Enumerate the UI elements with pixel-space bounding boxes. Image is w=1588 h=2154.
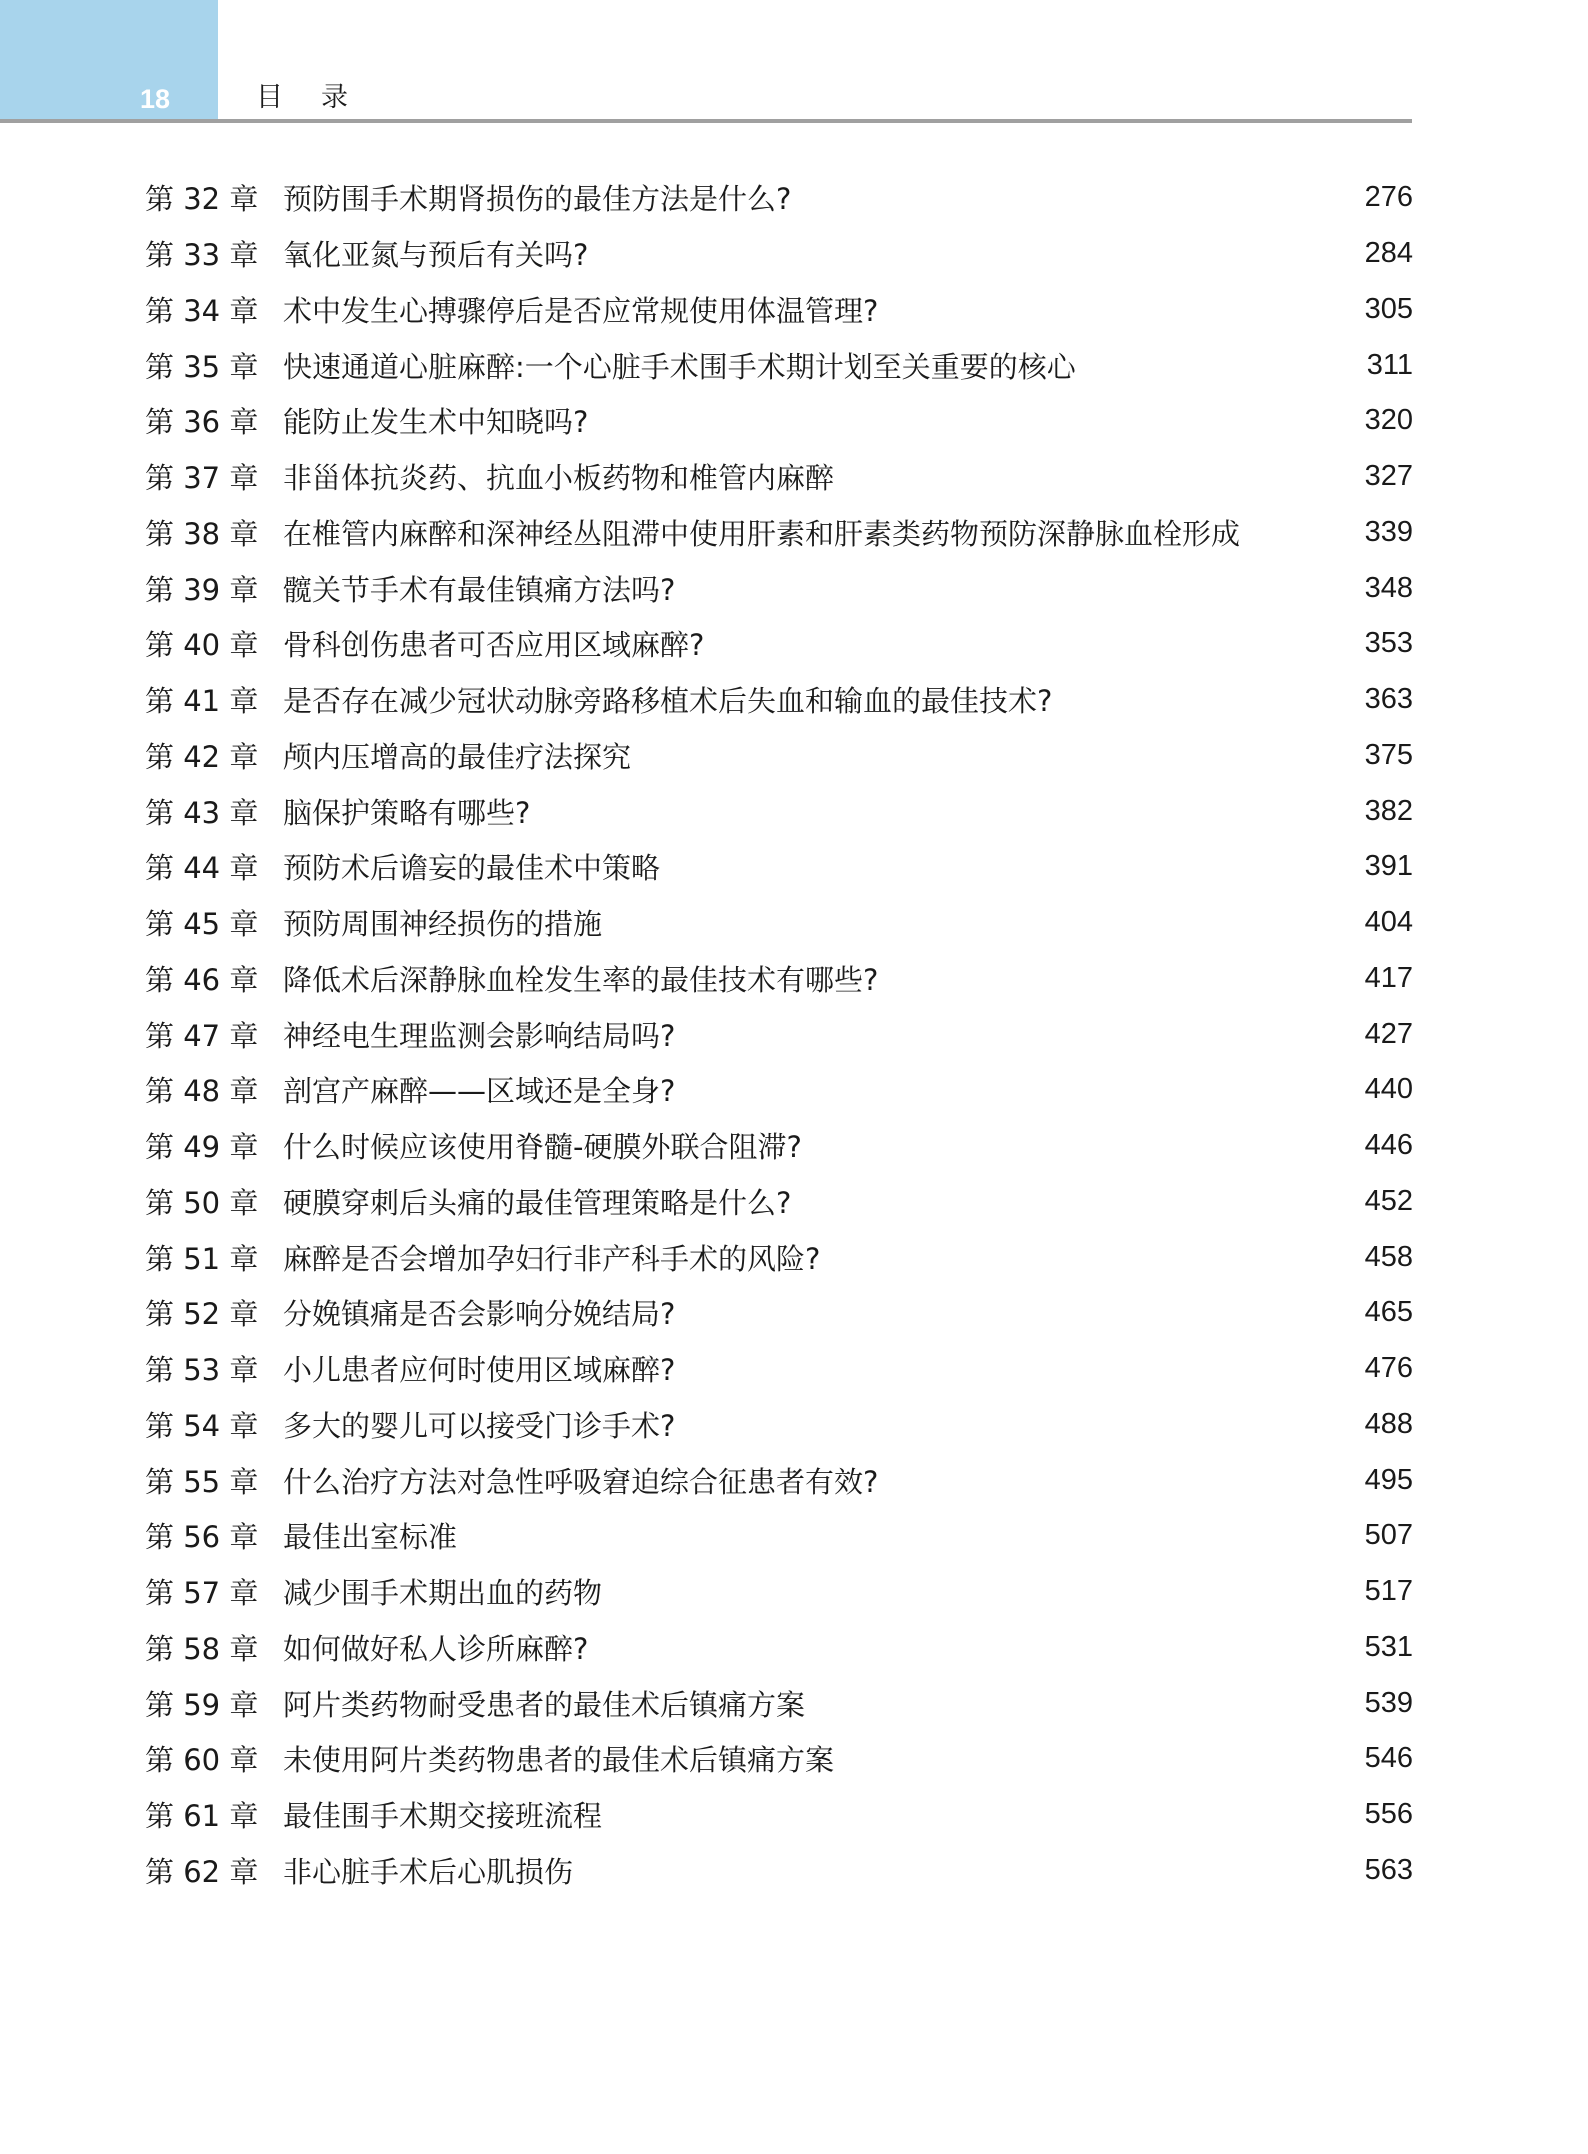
toc-page-number: 465 <box>1364 1296 1413 1329</box>
toc-chapter-number: 第 58 章 <box>145 1631 259 1666</box>
toc-chapter-title: 如何做好私人诊所麻醉? <box>283 1631 589 1666</box>
toc-chapter-number: 第 44 章 <box>145 851 259 886</box>
toc-chapter-number: 第 41 章 <box>145 684 259 719</box>
toc-entry[interactable] <box>145 1397 1413 1453</box>
toc-chapter-number: 第 49 章 <box>145 1130 259 1165</box>
toc-chapter-title: 硬膜穿刺后头痛的最佳管理策略是什么? <box>283 1185 792 1220</box>
toc-entry[interactable] <box>145 1731 1413 1787</box>
toc-chapter-title: 脑保护策略有哪些? <box>283 795 531 830</box>
toc-page-number: 563 <box>1364 1853 1413 1886</box>
toc-entry[interactable] <box>145 1006 1413 1062</box>
toc-entry[interactable] <box>145 1452 1413 1508</box>
toc-chapter-title: 预防周围神经损伤的措施 <box>283 907 603 942</box>
toc-chapter-title: 小儿患者应何时使用区域麻醉? <box>283 1353 676 1388</box>
toc-chapter-number: 第 43 章 <box>145 795 259 830</box>
toc-entry[interactable] <box>145 449 1413 505</box>
toc-chapter-title: 麻醉是否会增加孕妇行非产科手术的风险? <box>283 1241 821 1276</box>
toc-entry[interactable] <box>145 839 1413 895</box>
toc-chapter-number: 第 60 章 <box>145 1743 259 1778</box>
table-of-contents <box>145 170 1413 1898</box>
toc-chapter-number: 第 42 章 <box>145 739 259 774</box>
toc-page-number: 546 <box>1364 1742 1413 1775</box>
header-divider <box>0 119 1412 123</box>
toc-chapter-number: 第 50 章 <box>145 1185 259 1220</box>
toc-entry[interactable] <box>145 337 1413 393</box>
toc-chapter-title: 什么治疗方法对急性呼吸窘迫综合征患者有效? <box>283 1464 879 1499</box>
toc-chapter-title: 什么时候应该使用脊髓-硬膜外联合阻滞? <box>283 1130 802 1165</box>
toc-chapter-title: 氧化亚氮与预后有关吗? <box>283 238 589 273</box>
toc-chapter-number: 第 56 章 <box>145 1520 259 1555</box>
toc-chapter-title: 降低术后深静脉血栓发生率的最佳技术有哪些? <box>283 962 879 997</box>
toc-chapter-number: 第 46 章 <box>145 962 259 997</box>
toc-chapter-title: 预防围手术期肾损伤的最佳方法是什么? <box>283 182 792 217</box>
page-number-tab <box>0 0 218 120</box>
toc-page-number: 556 <box>1364 1798 1413 1831</box>
toc-page-number: 353 <box>1364 627 1413 660</box>
toc-chapter-number: 第 34 章 <box>145 293 259 328</box>
toc-entry[interactable] <box>145 170 1413 226</box>
toc-chapter-title: 神经电生理监测会影响结局吗? <box>283 1018 676 1053</box>
toc-entry[interactable] <box>145 1341 1413 1397</box>
toc-entry[interactable] <box>145 1564 1413 1620</box>
toc-page-number: 404 <box>1364 906 1413 939</box>
toc-entry[interactable] <box>145 783 1413 839</box>
toc-page-number: 539 <box>1364 1686 1413 1719</box>
toc-chapter-number: 第 39 章 <box>145 572 259 607</box>
toc-page-number: 427 <box>1364 1017 1413 1050</box>
toc-page-number: 495 <box>1364 1463 1413 1496</box>
toc-page-number: 339 <box>1364 515 1413 548</box>
toc-chapter-title: 颅内压增高的最佳疗法探究 <box>283 739 632 774</box>
toc-entry[interactable] <box>145 226 1413 282</box>
toc-entry[interactable] <box>145 560 1413 616</box>
toc-page-number: 517 <box>1364 1575 1413 1608</box>
toc-chapter-title: 未使用阿片类药物患者的最佳术后镇痛方案 <box>283 1743 835 1778</box>
toc-page-number: 284 <box>1364 237 1413 270</box>
toc-page-number: 311 <box>1366 348 1413 381</box>
toc-entry[interactable] <box>145 895 1413 951</box>
toc-chapter-number: 第 48 章 <box>145 1074 259 1109</box>
toc-chapter-number: 第 55 章 <box>145 1464 259 1499</box>
toc-entry[interactable] <box>145 1118 1413 1174</box>
toc-chapter-number: 第 45 章 <box>145 907 259 942</box>
toc-chapter-number: 第 36 章 <box>145 405 259 440</box>
toc-entry[interactable] <box>145 728 1413 784</box>
toc-page-number: 507 <box>1364 1519 1413 1552</box>
toc-chapter-title: 剖宫产麻醉——区域还是全身? <box>283 1074 676 1109</box>
toc-chapter-number: 第 62 章 <box>145 1854 259 1889</box>
toc-chapter-number: 第 54 章 <box>145 1408 259 1443</box>
toc-entry[interactable] <box>145 951 1413 1007</box>
toc-page-number: 488 <box>1364 1407 1413 1440</box>
toc-entry[interactable] <box>145 1229 1413 1285</box>
toc-chapter-title: 预防术后谵妄的最佳术中策略 <box>283 851 661 886</box>
toc-entry[interactable] <box>145 1675 1413 1731</box>
toc-chapter-title: 非心脏手术后心肌损伤 <box>283 1854 574 1889</box>
toc-entry[interactable] <box>145 1843 1413 1899</box>
toc-page-number: 327 <box>1364 460 1413 493</box>
toc-chapter-title: 非甾体抗炎药、抗血小板药物和椎管内麻醉 <box>283 461 835 496</box>
toc-page-number: 458 <box>1364 1240 1413 1273</box>
toc-chapter-number: 第 33 章 <box>145 238 259 273</box>
section-title: 目录 <box>256 82 386 113</box>
toc-page-number: 320 <box>1364 404 1413 437</box>
toc-chapter-number: 第 52 章 <box>145 1297 259 1332</box>
toc-page-number: 305 <box>1364 292 1413 325</box>
toc-chapter-number: 第 38 章 <box>145 516 259 551</box>
toc-chapter-title: 最佳围手术期交接班流程 <box>283 1799 603 1834</box>
toc-page-number: 276 <box>1364 181 1413 214</box>
toc-chapter-title: 阿片类药物耐受患者的最佳术后镇痛方案 <box>283 1687 806 1722</box>
toc-page-number: 391 <box>1364 850 1413 883</box>
toc-chapter-number: 第 40 章 <box>145 628 259 663</box>
toc-chapter-title: 最佳出室标准 <box>283 1520 458 1555</box>
toc-chapter-number: 第 53 章 <box>145 1353 259 1388</box>
toc-entry[interactable] <box>145 616 1413 672</box>
toc-page-number: 363 <box>1364 683 1413 716</box>
toc-chapter-title: 减少围手术期出血的药物 <box>283 1576 603 1611</box>
toc-chapter-title: 术中发生心搏骤停后是否应常规使用体温管理? <box>283 293 879 328</box>
toc-entry[interactable] <box>145 1062 1413 1118</box>
toc-chapter-number: 第 47 章 <box>145 1018 259 1053</box>
toc-page-number: 348 <box>1364 571 1413 604</box>
toc-entry[interactable] <box>145 282 1413 338</box>
page-number: 18 <box>140 84 171 114</box>
toc-chapter-number: 第 35 章 <box>145 349 259 384</box>
toc-entry[interactable] <box>145 1508 1413 1564</box>
toc-page-number: 440 <box>1364 1073 1413 1106</box>
toc-chapter-number: 第 51 章 <box>145 1241 259 1276</box>
toc-chapter-number: 第 59 章 <box>145 1687 259 1722</box>
toc-chapter-title: 能防止发生术中知晓吗? <box>283 405 589 440</box>
toc-chapter-number: 第 61 章 <box>145 1799 259 1834</box>
toc-page-number: 382 <box>1364 794 1413 827</box>
toc-entry[interactable] <box>145 1285 1413 1341</box>
toc-entry[interactable] <box>145 1174 1413 1230</box>
toc-page-number: 417 <box>1364 961 1413 994</box>
toc-chapter-title: 快速通道心脏麻醉:一个心脏手术围手术期计划至关重要的核心 <box>283 349 1076 384</box>
toc-chapter-number: 第 57 章 <box>145 1576 259 1611</box>
toc-chapter-title: 在椎管内麻醉和深神经丛阻滞中使用肝素和肝素类药物预防深静脉血栓形成 <box>283 516 1241 551</box>
toc-chapter-title: 分娩镇痛是否会影响分娩结局? <box>283 1297 676 1332</box>
toc-entry[interactable] <box>145 1787 1413 1843</box>
toc-chapter-title: 多大的婴儿可以接受门诊手术? <box>283 1408 676 1443</box>
toc-chapter-number: 第 37 章 <box>145 461 259 496</box>
toc-entry[interactable] <box>145 505 1413 561</box>
toc-chapter-title: 髋关节手术有最佳镇痛方法吗? <box>283 572 676 607</box>
toc-entry[interactable] <box>145 1620 1413 1676</box>
toc-chapter-title: 是否存在减少冠状动脉旁路移植术后失血和输血的最佳技术? <box>283 684 1053 719</box>
toc-page-number: 452 <box>1364 1184 1413 1217</box>
toc-entry[interactable] <box>145 672 1413 728</box>
toc-entry[interactable] <box>145 393 1413 449</box>
toc-page-number: 476 <box>1364 1352 1413 1385</box>
toc-page-number: 446 <box>1364 1129 1413 1162</box>
toc-chapter-number: 第 32 章 <box>145 182 259 217</box>
toc-page-number: 375 <box>1364 738 1413 771</box>
toc-chapter-title: 骨科创伤患者可否应用区域麻醉? <box>283 628 705 663</box>
toc-page-number: 531 <box>1364 1630 1413 1663</box>
